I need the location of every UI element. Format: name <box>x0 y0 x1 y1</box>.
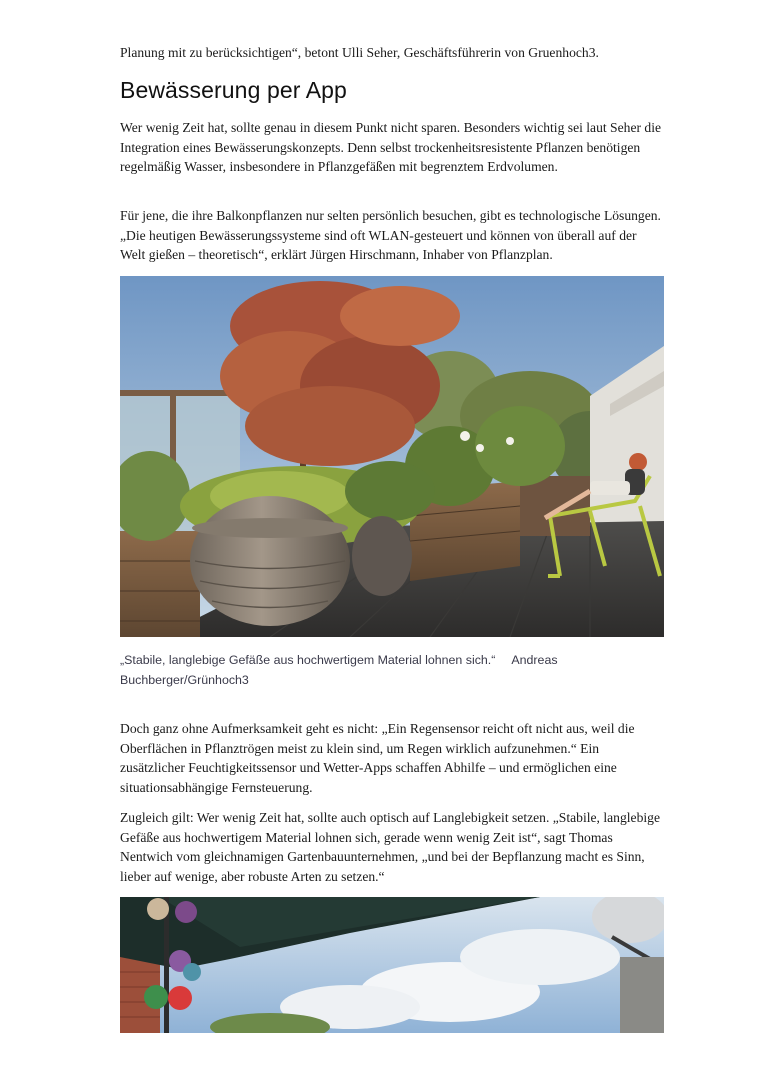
terrace-photo <box>120 276 664 637</box>
paragraph-irrigation: Wer wenig Zeit hat, sollte genau in diesem Punkt nicht sparen. Besonders wichtig sei laut Seher die Integration eines Bewässerungskonzepts. Denn selbst trockenheitsresistente Pflanzen benötigen regelmäßig Wasser, insbesondere in Pflanzgefäßen mit begrenztem Erdvolumen. <box>120 120 662 174</box>
figure-caption <box>120 650 664 690</box>
paragraph-technology: Für jene, die ihre Balkonpflanzen nur selten persönlich besuchen, gibt es technologische Lösungen. „Die heutigen Bewässerungssysteme sind oft WLAN-gesteuert und können von überall auf der Welt gießen – theoretisch“, erklärt Jürgen Hirschmann, Inhaber von Pflanzplan. <box>120 208 661 262</box>
intro-paragraph-tail: Planung mit zu berücksichtigen“, betont Ulli Seher, Geschäftsführerin von Gruenhoch3. <box>120 45 599 60</box>
umbrella-photo <box>120 897 664 1033</box>
section-heading: Bewässerung per App <box>120 77 347 103</box>
caption-text: „Stabile, langlebige Gefäße aus hochwertigem Material lohnen sich.“ <box>120 653 496 667</box>
paragraph-longevity: Zugleich gilt: Wer wenig Zeit hat, sollte auch optisch auf Langlebigkeit setzen. „Stabile, langlebige Gefäße aus hochwertigem Material lohnen sich, gerade wenn wenig Zeit ist“, sagt Thomas Nentwich vom gleichnamigen Gartenbauunternehmen, „und bei der Bepflanzung macht es Sinn, lieber auf wenige, aber robuste Arten zu setzen.“ <box>120 810 660 884</box>
photo-credit: Andreas Buchberger/Grünhoch3 <box>120 653 558 687</box>
paragraph-sensors: Doch ganz ohne Aufmerksamkeit geht es nicht: „Ein Regensensor reicht oft nicht aus, weil die Oberflächen in Pflanztrögen meist zu klein sind, um Regen wirklich aufzunehmen.“ Ein zusätzlicher Feuchtigkeitssensor und Wetter-Apps schaffen Abhilfe – und ermöglichen eine situationsabhängige Fernsteuerung. <box>120 721 635 795</box>
